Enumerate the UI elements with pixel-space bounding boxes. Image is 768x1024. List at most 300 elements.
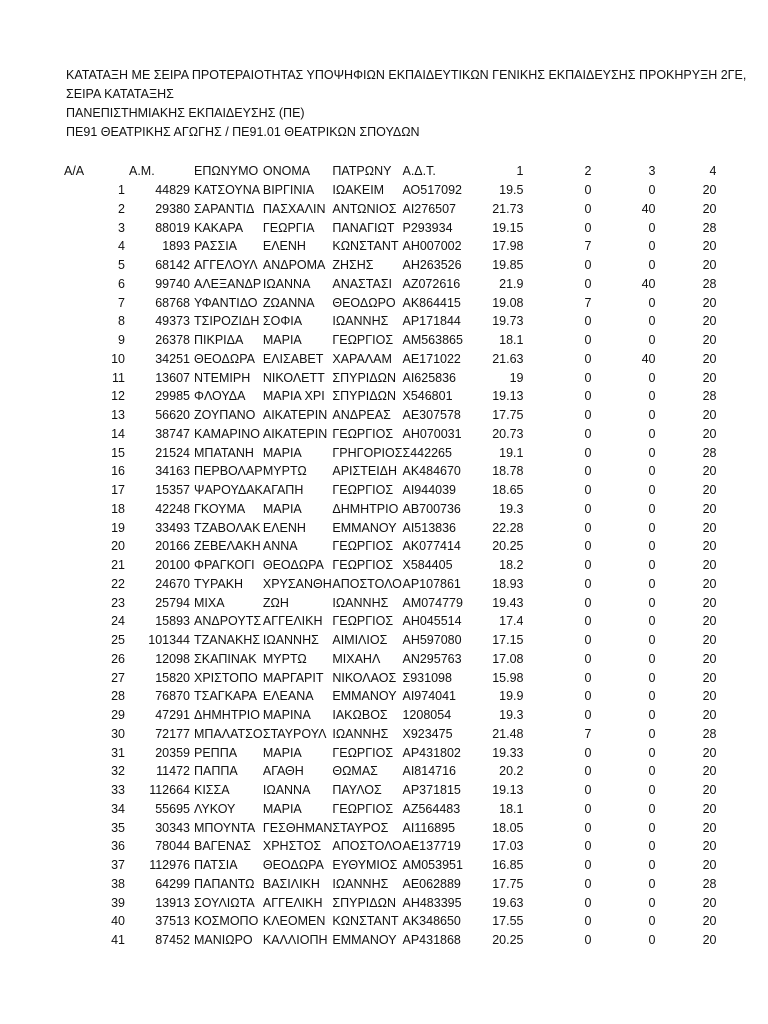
cell-name: ΓΕΣΘΗΜΑΝ bbox=[262, 820, 333, 835]
cell-aa: 20 bbox=[111, 539, 125, 554]
cell-aa: 13 bbox=[111, 408, 125, 423]
cell-adt: ΑΕ062889 bbox=[402, 876, 461, 891]
cell-score-1: 19.3 bbox=[499, 501, 524, 516]
cell-score-4: 20 bbox=[702, 764, 717, 779]
cell-aa: 40 bbox=[111, 914, 125, 929]
cell-name: ΜΑΡΙΑ bbox=[262, 333, 302, 348]
cell-score-4: 20 bbox=[702, 464, 717, 479]
cell-am: 42248 bbox=[155, 501, 190, 516]
cell-score-2: 0 bbox=[584, 876, 592, 891]
cell-score-2: 0 bbox=[584, 501, 592, 516]
cell-father: ΣΠΥΡΙΔΩΝ bbox=[332, 895, 396, 910]
cell-score-4: 20 bbox=[702, 501, 717, 516]
cell-score-1: 21.63 bbox=[492, 351, 524, 366]
cell-surname: ΜΠΑΤΑΝΗ bbox=[194, 445, 254, 460]
table-row bbox=[64, 350, 716, 369]
cell-score-4: 20 bbox=[702, 708, 717, 723]
cell-score-4: 20 bbox=[702, 933, 717, 948]
cell-score-2: 0 bbox=[584, 333, 592, 348]
col-3: 3 bbox=[648, 164, 656, 179]
cell-surname: ΓΚΟΥΜΑ bbox=[194, 501, 246, 516]
cell-score-3: 0 bbox=[648, 726, 656, 741]
cell-score-4: 20 bbox=[702, 651, 717, 666]
cell-am: 25794 bbox=[155, 595, 190, 610]
cell-father: ΑΝΑΣΤΑΣΙ bbox=[332, 276, 393, 291]
cell-score-3: 0 bbox=[648, 745, 656, 760]
cell-adt: ΑΙ116895 bbox=[402, 820, 456, 835]
cell-score-3: 0 bbox=[648, 876, 656, 891]
cell-score-1: 19.13 bbox=[492, 783, 524, 798]
cell-score-1: 17.08 bbox=[492, 651, 524, 666]
cell-adt: ΑΗ597080 bbox=[402, 633, 462, 648]
cell-adt: ΑΡ431802 bbox=[402, 745, 461, 760]
cell-score-2: 0 bbox=[584, 651, 592, 666]
ranking-table bbox=[64, 162, 716, 950]
cell-father: ΚΩΝΣΤΑΝΤ bbox=[332, 914, 399, 929]
cell-score-4: 20 bbox=[702, 483, 717, 498]
cell-am: 68768 bbox=[155, 295, 190, 310]
cell-score-2: 7 bbox=[584, 726, 592, 741]
cell-name: ΑΓΓΕΛΙΚΗ bbox=[262, 614, 323, 629]
cell-score-1: 19.3 bbox=[499, 708, 524, 723]
cell-surname: ΠΑΠΑΝΤΩ bbox=[194, 876, 255, 891]
cell-adt: Χ923475 bbox=[402, 726, 453, 741]
cell-am: 34163 bbox=[155, 464, 190, 479]
cell-am: 87452 bbox=[155, 933, 190, 948]
cell-surname: ΚΟΣΜΟΠΟ bbox=[194, 914, 259, 929]
cell-surname: ΛΥΚΟΥ bbox=[194, 801, 236, 816]
cell-score-1: 19.13 bbox=[492, 389, 524, 404]
cell-surname: ΣΚΑΠΙΝΑΚ bbox=[194, 651, 257, 666]
cell-surname: ΘΕΟΔΩΡΑ bbox=[194, 351, 255, 366]
cell-adt: ΑΝ295763 bbox=[402, 651, 462, 666]
cell-surname: ΥΦΑΝΤΙΔΟ bbox=[194, 295, 258, 310]
cell-score-3: 0 bbox=[648, 258, 656, 273]
cell-surname: ΑΓΓΕΛΟΥΛ bbox=[194, 258, 258, 273]
cell-father: ΑΡΙΣΤΕΙΔΗ bbox=[332, 464, 398, 479]
table-row bbox=[64, 331, 716, 350]
cell-surname: ΤΣΙΡΟΖΙΔΗ bbox=[194, 314, 260, 329]
cell-score-1: 15.98 bbox=[492, 670, 524, 685]
cell-father: ΓΕΩΡΓΙΟΣ bbox=[332, 558, 394, 573]
cell-adt: Σ442265 bbox=[402, 445, 452, 460]
cell-name: ΜΑΡΙΑ bbox=[262, 501, 302, 516]
table-row bbox=[64, 312, 716, 331]
cell-am: 78044 bbox=[155, 839, 190, 854]
cell-father: ΑΝΤΩΝΙΟΣ bbox=[332, 201, 397, 216]
table-row bbox=[64, 837, 716, 856]
cell-am: 13913 bbox=[155, 895, 190, 910]
cell-father: ΙΩΑΚΕΙΜ bbox=[332, 183, 385, 198]
cell-score-3: 0 bbox=[648, 464, 656, 479]
cell-score-1: 19.1 bbox=[499, 445, 524, 460]
cell-adt: ΑΚ484670 bbox=[402, 464, 461, 479]
cell-adt: ΑΡ107861 bbox=[402, 576, 461, 591]
table-row bbox=[64, 537, 716, 556]
cell-aa: 3 bbox=[118, 220, 125, 235]
cell-name: ΕΛΕΝΗ bbox=[262, 239, 306, 254]
cell-am: 34251 bbox=[155, 351, 190, 366]
cell-surname: ΚΑΤΣΟΥΝΑ bbox=[194, 183, 261, 198]
cell-surname: ΑΝΔΡΟΥΤΣ bbox=[194, 614, 262, 629]
cell-score-2: 0 bbox=[584, 351, 592, 366]
table-row bbox=[64, 518, 716, 537]
header-education-level: ΠΑΝΕΠΙΣΤΗΜΙΑΚΗΣ ΕΚΠΑΙΔΕΥΣΗΣ (ΠΕ) bbox=[66, 106, 305, 120]
cell-score-3: 0 bbox=[648, 389, 656, 404]
cell-aa: 38 bbox=[111, 876, 125, 891]
cell-score-3: 0 bbox=[648, 558, 656, 573]
cell-score-4: 20 bbox=[702, 839, 717, 854]
cell-am: 15820 bbox=[155, 670, 190, 685]
cell-name: ΑΓΑΘΗ bbox=[262, 764, 304, 779]
cell-adt: ΑΒ700736 bbox=[402, 501, 461, 516]
cell-score-2: 0 bbox=[584, 483, 592, 498]
table-row bbox=[64, 743, 716, 762]
cell-score-3: 0 bbox=[648, 858, 656, 873]
cell-score-1: 19.15 bbox=[492, 220, 524, 235]
table-body bbox=[64, 181, 716, 950]
cell-name: ΑΝΝΑ bbox=[262, 539, 298, 554]
cell-name: ΣΤΑΥΡΟΥΛ bbox=[262, 726, 327, 741]
cell-score-4: 20 bbox=[702, 820, 717, 835]
cell-name: ΜΑΡΙΑ ΧΡΙ bbox=[262, 389, 325, 404]
cell-aa: 2 bbox=[118, 201, 125, 216]
cell-surname: ΠΑΠΠΑ bbox=[194, 764, 238, 779]
cell-aa: 28 bbox=[111, 689, 125, 704]
cell-name: ΑΓΑΠΗ bbox=[262, 483, 304, 498]
cell-am: 1893 bbox=[162, 239, 190, 254]
cell-am: 30343 bbox=[155, 820, 190, 835]
cell-name: ΧΡΗΣΤΟΣ bbox=[262, 839, 322, 854]
document-header bbox=[66, 66, 746, 142]
cell-surname: ΚΙΣΣΑ bbox=[194, 783, 230, 798]
cell-father: ΚΩΝΣΤΑΝΤ bbox=[332, 239, 399, 254]
cell-name: ΜΑΡΙΑ bbox=[262, 801, 302, 816]
cell-score-3: 0 bbox=[648, 183, 656, 198]
cell-score-1: 18.93 bbox=[492, 576, 524, 591]
cell-score-1: 19.43 bbox=[492, 595, 524, 610]
cell-name: ΕΛΙΣΑΒΕΤ bbox=[262, 351, 324, 366]
cell-aa: 5 bbox=[118, 258, 125, 273]
cell-adt: ΑΗ263526 bbox=[402, 258, 462, 273]
cell-score-2: 0 bbox=[584, 801, 592, 816]
table-row bbox=[64, 575, 716, 594]
cell-score-1: 20.73 bbox=[492, 426, 524, 441]
cell-aa: 11 bbox=[112, 370, 125, 385]
cell-adt: Χ546801 bbox=[402, 389, 453, 404]
cell-father: ΕΜΜΑΝΟΥ bbox=[332, 520, 397, 535]
cell-score-3: 0 bbox=[648, 295, 656, 310]
cell-adt: ΑΜ074779 bbox=[402, 595, 463, 610]
cell-score-1: 19.9 bbox=[499, 689, 524, 704]
col-2: 2 bbox=[584, 164, 592, 179]
cell-score-2: 0 bbox=[584, 520, 592, 535]
cell-surname: ΝΤΕΜΙΡΗ bbox=[194, 370, 251, 385]
cell-name: ΖΩΗ bbox=[262, 595, 289, 610]
cell-father: ΣΠΥΡΙΔΩΝ bbox=[332, 370, 396, 385]
cell-score-2: 0 bbox=[584, 445, 592, 460]
cell-score-1: 18.05 bbox=[492, 820, 524, 835]
cell-score-1: 20.25 bbox=[492, 539, 524, 554]
cell-am: 38747 bbox=[155, 426, 190, 441]
cell-aa: 34 bbox=[111, 801, 125, 816]
cell-score-1: 21.73 bbox=[492, 201, 524, 216]
cell-score-3: 0 bbox=[648, 445, 656, 460]
cell-name: ΑΙΚΑΤΕΡΙΝ bbox=[262, 408, 328, 423]
cell-surname: ΜΑΝΙΩΡΟ bbox=[194, 933, 253, 948]
cell-adt: ΑΟ517092 bbox=[402, 183, 462, 198]
cell-score-2: 0 bbox=[584, 839, 592, 854]
cell-aa: 23 bbox=[111, 595, 125, 610]
cell-score-2: 7 bbox=[584, 239, 592, 254]
cell-score-2: 0 bbox=[584, 708, 592, 723]
cell-score-4: 28 bbox=[702, 276, 717, 291]
cell-am: 64299 bbox=[155, 876, 190, 891]
cell-adt: Χ584405 bbox=[402, 558, 453, 573]
cell-score-2: 0 bbox=[584, 745, 592, 760]
cell-aa: 32 bbox=[111, 764, 125, 779]
cell-score-2: 0 bbox=[584, 258, 592, 273]
table-row bbox=[64, 706, 716, 725]
cell-score-4: 20 bbox=[702, 333, 717, 348]
cell-name: ΙΩΑΝΝΑ bbox=[262, 276, 311, 291]
cell-father: ΙΩΑΝΝΗΣ bbox=[332, 726, 389, 741]
cell-score-3: 0 bbox=[648, 633, 656, 648]
cell-aa: 41 bbox=[111, 933, 125, 948]
cell-father: ΓΕΩΡΓΙΟΣ bbox=[332, 333, 394, 348]
table-row bbox=[64, 200, 716, 219]
cell-surname: ΡΕΠΠΑ bbox=[194, 745, 238, 760]
cell-score-3: 0 bbox=[648, 539, 656, 554]
cell-adt: ΑΙ276507 bbox=[402, 201, 457, 216]
cell-father: ΙΩΑΝΝΗΣ bbox=[332, 595, 389, 610]
cell-score-2: 0 bbox=[584, 576, 592, 591]
cell-aa: 37 bbox=[111, 858, 125, 873]
cell-father: ΕΜΜΑΝΟΥ bbox=[332, 933, 397, 948]
cell-father: ΑΙΜΙΛΙΟΣ bbox=[332, 633, 388, 648]
cell-surname: ΚΑΚΑΡΑ bbox=[194, 220, 244, 235]
cell-score-4: 20 bbox=[702, 183, 717, 198]
cell-name: ΚΛΕΟΜΕΝ bbox=[262, 914, 326, 929]
table-row bbox=[64, 612, 716, 631]
cell-father: ΠΑΥΛΟΣ bbox=[332, 783, 382, 798]
cell-am: 49373 bbox=[155, 314, 190, 329]
cell-am: 20359 bbox=[155, 745, 190, 760]
cell-name: ΖΩΑΝΝΑ bbox=[262, 295, 315, 310]
cell-adt: Σ931098 bbox=[402, 670, 452, 685]
cell-score-3: 0 bbox=[648, 689, 656, 704]
cell-am: 55695 bbox=[155, 801, 190, 816]
cell-name: ΙΩΑΝΝΑ bbox=[262, 783, 311, 798]
cell-score-1: 17.75 bbox=[492, 876, 524, 891]
header-row bbox=[64, 162, 716, 181]
cell-father: ΓΡΗΓΟΡΙΟΣ bbox=[332, 445, 403, 460]
cell-name: ΜΑΡΙΑ bbox=[262, 745, 302, 760]
cell-am: 56620 bbox=[155, 408, 190, 423]
cell-am: 88019 bbox=[155, 220, 190, 235]
cell-name: ΓΕΩΡΓΙΑ bbox=[262, 220, 315, 235]
cell-score-3: 0 bbox=[648, 576, 656, 591]
cell-father: ΓΕΩΡΓΙΟΣ bbox=[332, 801, 394, 816]
table-row bbox=[64, 781, 716, 800]
table-row bbox=[64, 481, 716, 500]
col-aa: Α/Α bbox=[64, 164, 85, 179]
cell-aa: 8 bbox=[118, 314, 125, 329]
cell-father: ΓΕΩΡΓΙΟΣ bbox=[332, 426, 394, 441]
cell-adt: ΑΕ137719 bbox=[402, 839, 461, 854]
cell-score-3: 0 bbox=[648, 483, 656, 498]
table-row bbox=[64, 856, 716, 875]
cell-aa: 4 bbox=[118, 239, 125, 254]
cell-am: 26378 bbox=[155, 333, 190, 348]
cell-adt: 1208054 bbox=[402, 708, 452, 723]
table-row bbox=[64, 237, 716, 256]
header-specialty: ΠΕ91 ΘΕΑΤΡΙΚΗΣ ΑΓΩΓΗΣ / ΠΕ91.01 ΘΕΑΤΡΙΚΩΝ ΣΠΟΥΔΩΝ bbox=[66, 125, 420, 139]
cell-score-4: 20 bbox=[702, 239, 717, 254]
cell-score-2: 0 bbox=[584, 389, 592, 404]
cell-father: ΙΩΑΝΝΗΣ bbox=[332, 314, 389, 329]
table-row bbox=[64, 218, 716, 237]
cell-score-3: 0 bbox=[648, 783, 656, 798]
cell-am: 112976 bbox=[149, 858, 190, 873]
cell-surname: ΦΡΑΓΚΟΓΙ bbox=[194, 558, 255, 573]
cell-adt: ΑΜ563865 bbox=[402, 333, 463, 348]
cell-score-1: 16.85 bbox=[492, 858, 524, 873]
cell-am: 44829 bbox=[155, 183, 190, 198]
cell-father: ΝΙΚΟΛΑΟΣ bbox=[332, 670, 397, 685]
cell-surname: ΜΠΟΥΝΤΑ bbox=[194, 820, 256, 835]
col-father: ΠΑΤΡΩΝΥ bbox=[332, 164, 392, 179]
cell-score-2: 0 bbox=[584, 595, 592, 610]
cell-score-1: 17.4 bbox=[499, 614, 524, 629]
cell-surname: ΠΙΚΡΙΔΑ bbox=[194, 333, 244, 348]
cell-score-3: 0 bbox=[648, 314, 656, 329]
cell-surname: ΑΛΕΞΑΝΔΡ bbox=[194, 276, 262, 291]
cell-father: ΔΗΜΗΤΡΙΟ bbox=[332, 501, 399, 516]
cell-am: 29985 bbox=[155, 389, 190, 404]
cell-father: ΓΕΩΡΓΙΟΣ bbox=[332, 614, 394, 629]
header-subtitle: ΣΕΙΡΑ ΚΑΤΑΤΑΞΗΣ bbox=[66, 87, 174, 101]
cell-father: ΘΩΜΑΣ bbox=[332, 764, 378, 779]
cell-score-1: 20.2 bbox=[499, 764, 524, 779]
cell-score-3: 0 bbox=[648, 820, 656, 835]
cell-score-4: 20 bbox=[702, 426, 717, 441]
cell-adt: ΑΙ944039 bbox=[402, 483, 457, 498]
cell-name: ΜΑΡΓΑΡΙΤ bbox=[262, 670, 324, 685]
cell-score-3: 40 bbox=[641, 201, 656, 216]
table-row bbox=[64, 818, 716, 837]
cell-name: ΜΥΡΤΩ bbox=[262, 651, 307, 666]
cell-aa: 6 bbox=[118, 276, 125, 291]
cell-aa: 1 bbox=[118, 183, 125, 198]
table-row bbox=[64, 275, 716, 294]
cell-score-1: 19.63 bbox=[492, 895, 524, 910]
table-row bbox=[64, 462, 716, 481]
cell-father: ΠΑΝΑΓΙΩΤ bbox=[332, 220, 395, 235]
cell-adt: ΑΙ625836 bbox=[402, 370, 457, 385]
cell-score-2: 0 bbox=[584, 539, 592, 554]
cell-aa: 7 bbox=[118, 295, 125, 310]
cell-father: ΣΤΑΥΡΟΣ bbox=[332, 820, 389, 835]
cell-score-2: 0 bbox=[584, 558, 592, 573]
cell-aa: 30 bbox=[111, 726, 125, 741]
cell-father: ΓΕΩΡΓΙΟΣ bbox=[332, 539, 394, 554]
cell-score-3: 40 bbox=[641, 276, 656, 291]
cell-surname: ΤΥΡΑΚΗ bbox=[194, 576, 244, 591]
table-row bbox=[64, 875, 716, 894]
cell-am: 47291 bbox=[155, 708, 190, 723]
table-row bbox=[64, 800, 716, 819]
cell-adt: ΑΚ864415 bbox=[402, 295, 461, 310]
header-title: ΚΑΤΑΤΑΞΗ ΜΕ ΣΕΙΡΑ ΠΡΟΤΕΡΑΙΟΤΗΤΑΣ ΥΠΟΨΗΦΙΩΝ ΕΚΠΑΙΔΕΥΤΙΚΩΝ ΓΕΝΙΚΗΣ ΕΚΠΑΙΔΕΥΣΗΣ ΠΡΟΚΗΡΥΞΗ 2ΓΕ, bbox=[66, 68, 746, 82]
cell-surname: ΡΑΣΣΙΑ bbox=[194, 239, 238, 254]
cell-score-1: 17.55 bbox=[492, 914, 524, 929]
table-row bbox=[64, 893, 716, 912]
cell-score-2: 0 bbox=[584, 820, 592, 835]
col-4: 4 bbox=[709, 164, 717, 179]
table-row bbox=[64, 650, 716, 669]
cell-adt: Ρ293934 bbox=[402, 220, 453, 235]
cell-aa: 22 bbox=[111, 576, 125, 591]
cell-aa: 29 bbox=[111, 708, 125, 723]
cell-am: 15893 bbox=[155, 614, 190, 629]
cell-father: ΘΕΟΔΩΡΟ bbox=[332, 295, 396, 310]
cell-score-1: 19.85 bbox=[492, 258, 524, 273]
cell-adt: ΑΡ371815 bbox=[402, 783, 461, 798]
cell-aa: 36 bbox=[111, 839, 125, 854]
cell-surname: ΤΖΑΒΟΛΑΚ bbox=[194, 520, 261, 535]
cell-aa: 26 bbox=[111, 651, 125, 666]
cell-score-3: 0 bbox=[648, 651, 656, 666]
cell-score-2: 0 bbox=[584, 858, 592, 873]
cell-aa: 14 bbox=[111, 426, 125, 441]
col-adt: Α.Δ.Τ. bbox=[402, 164, 436, 179]
cell-score-3: 0 bbox=[648, 220, 656, 235]
cell-aa: 33 bbox=[111, 783, 125, 798]
cell-adt: ΑΙ513836 bbox=[402, 520, 457, 535]
cell-score-2: 0 bbox=[584, 689, 592, 704]
cell-score-1: 18.1 bbox=[499, 801, 524, 816]
cell-score-4: 20 bbox=[702, 745, 717, 760]
col-name: ΟΝΟΜΑ bbox=[262, 164, 311, 179]
cell-score-2: 0 bbox=[584, 764, 592, 779]
cell-am: 29380 bbox=[155, 201, 190, 216]
cell-score-3: 0 bbox=[648, 333, 656, 348]
table-row bbox=[64, 668, 716, 687]
cell-name: ΠΑΣΧΑΛΙΝ bbox=[262, 201, 326, 216]
cell-aa: 12 bbox=[111, 389, 125, 404]
cell-score-3: 0 bbox=[648, 708, 656, 723]
cell-name: ΜΑΡΙΑ bbox=[262, 445, 302, 460]
cell-name: ΒΑΣΙΛΙΚΗ bbox=[262, 876, 320, 891]
cell-aa: 9 bbox=[118, 333, 125, 348]
cell-score-3: 0 bbox=[648, 370, 656, 385]
col-1: 1 bbox=[516, 164, 524, 179]
table-row bbox=[64, 181, 716, 200]
cell-score-2: 0 bbox=[584, 220, 592, 235]
cell-surname: ΨΑΡΟΥΔΑΚ bbox=[194, 483, 263, 498]
cell-score-4: 20 bbox=[702, 520, 717, 535]
cell-surname: ΣΑΡΑΝΤΙΔ bbox=[194, 201, 255, 216]
cell-aa: 21 bbox=[111, 558, 125, 573]
cell-father: ΙΑΚΩΒΟΣ bbox=[332, 708, 388, 723]
cell-father: ΕΜΜΑΝΟΥ bbox=[332, 689, 397, 704]
cell-name: ΘΕΟΔΩΡΑ bbox=[262, 558, 324, 573]
cell-aa: 15 bbox=[111, 445, 125, 460]
cell-father: ΕΥΘΥΜΙΟΣ bbox=[332, 858, 398, 873]
cell-surname: ΤΣΑΓΚΑΡΑ bbox=[194, 689, 258, 704]
cell-score-2: 0 bbox=[584, 614, 592, 629]
